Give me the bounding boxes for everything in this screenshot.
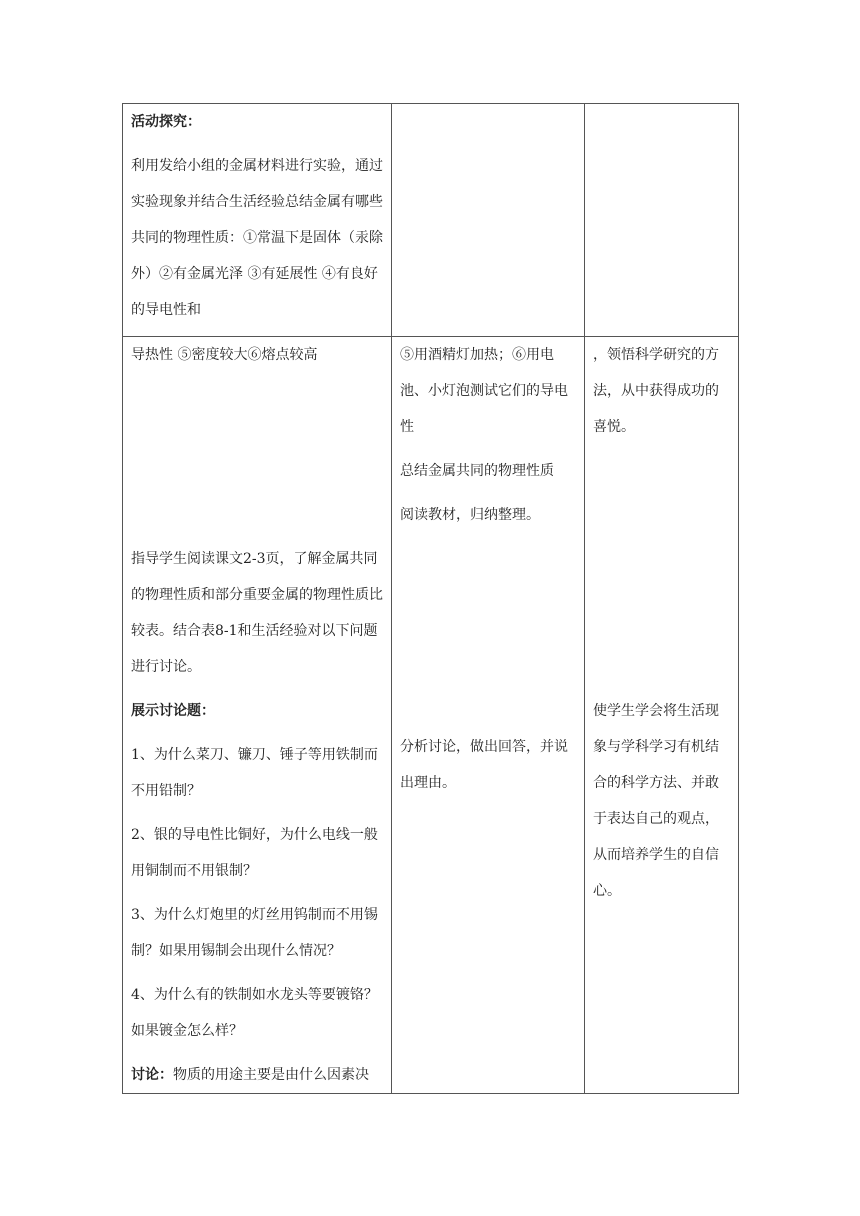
question-4: 4、为什么有的铁制如水龙头等要镀铬？如果镀金怎么样？ <box>131 987 378 1039</box>
discussion-answer-text: 分析讨论，做出回答，并说出理由。 <box>400 739 568 791</box>
intent-text-2: 使学生学会将生活现象与学科学习有机结合的科学方法、并敢于表达自己的观点，从而培养学生的自信心。 <box>593 703 719 899</box>
experiment-text: ⑤用酒精灯加热；⑥用电池、小灯泡测试它们的导电性 <box>400 347 568 435</box>
question-2: 2、银的导电性比铜好，为什么电线一般用铜制而不用银制？ <box>131 827 378 879</box>
reading-guide-text: 指导学生阅读课文2-3页，了解金属共同的物理性质和部分重要金属的物理性质比较表。结合表8-1和生活经验对以下问题进行讨论。 <box>131 551 383 675</box>
properties-continued: 导热性 ⑤密度较大⑥熔点较高 <box>131 347 318 363</box>
final-discussion-text: 物质的用途主要是由什么因素决 <box>173 1067 369 1083</box>
question-3: 3、为什么灯炮里的灯丝用钨制而不用锡制？如果用锡制会出现什么情况？ <box>131 907 378 959</box>
teaching-activity-cell <box>123 337 392 1094</box>
table-row <box>123 104 739 337</box>
student-activity-cell <box>392 337 585 1094</box>
design-intent-cell <box>585 337 739 1094</box>
lesson-plan-table <box>122 103 739 1094</box>
discussion-heading: 展示讨论题： <box>131 703 215 719</box>
table-row <box>123 337 739 1094</box>
question-1: 1、为什么菜刀、镰刀、锤子等用铁制而不用铅制？ <box>131 747 378 799</box>
final-discussion <box>131 1057 383 1093</box>
teaching-activity-cell <box>123 104 392 337</box>
intent-text-1: ，领悟科学研究的方法，从中获得成功的喜悦。 <box>593 347 719 435</box>
summary-text: 总结金属共同的物理性质 <box>400 463 554 479</box>
reading-text: 阅读教材，归纳整理。 <box>400 507 540 523</box>
design-intent-cell <box>585 104 739 337</box>
student-activity-cell <box>392 104 585 337</box>
final-discussion-label: 讨论： <box>131 1067 173 1083</box>
activity-text: 利用发给小组的金属材料进行实验，通过实验现象并结合生活经验总结金属有哪些共同的物理性质：①常温下是固体（汞除外）②有金属光泽 ③有延展性 ④有良好的导电性和 <box>131 158 383 318</box>
activity-heading: 活动探究： <box>131 114 201 130</box>
